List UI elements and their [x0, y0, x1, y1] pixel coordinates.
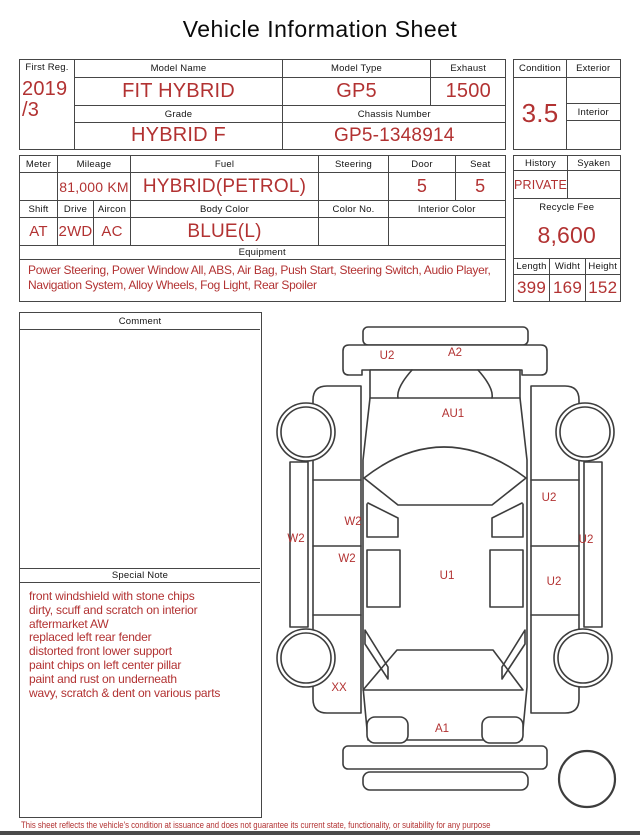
page-edge-bar — [0, 831, 640, 835]
height-label: Height — [586, 259, 620, 275]
color-no-value — [319, 218, 389, 246]
page-title: Vehicle Information Sheet — [182, 16, 458, 42]
model-name-label: Model Name — [75, 60, 283, 78]
interior-color-value — [389, 218, 505, 246]
seat-value: 5 — [456, 173, 505, 201]
seat-label: Seat — [456, 156, 505, 173]
width-value: 169 — [550, 275, 586, 301]
shift-label: Shift — [20, 201, 58, 218]
recycle-fee-cell — [514, 199, 620, 259]
first-reg-cell — [20, 60, 75, 149]
first-reg-year: 2019 — [22, 78, 68, 100]
special-note-line: front windshield with stone chips — [29, 589, 195, 603]
height-value: 152 — [588, 277, 618, 297]
damage-marker-a1: A1 — [434, 723, 450, 735]
equipment-label: Equipment — [20, 246, 505, 260]
length-label: Length — [514, 259, 550, 275]
fuel-value: HYBRID(PETROL) — [131, 173, 319, 201]
damage-marker-w2: W2 — [344, 516, 362, 528]
steering-label: Steering — [319, 156, 389, 173]
damage-marker-u1: U1 — [439, 570, 455, 582]
damage-marker-a2: A2 — [447, 347, 463, 359]
history-value: PRIVATE — [514, 171, 568, 199]
condition-label: Condition — [514, 60, 567, 78]
special-note-line: aftermarket AW — [29, 616, 109, 631]
meter-value — [20, 173, 58, 201]
interior-value — [567, 121, 620, 149]
grade-value: HYBRID F — [75, 123, 283, 149]
special-note-line: paint and rust on underneath — [29, 671, 177, 686]
chassis-number-label: Chassis Number — [283, 106, 506, 123]
mileage-label: Mileage — [58, 156, 131, 173]
damage-marker-au1: AU1 — [441, 408, 465, 420]
body-color-value: BLUE(L) — [131, 218, 319, 246]
equipment-value: Power Steering, Power Window All, ABS, Air Bag, Push Start, Steering Switch, Audio Player, Navigation System, Alloy Wheels, Fog Light, Rear Spoiler — [28, 263, 491, 292]
grade-label: Grade — [75, 106, 283, 123]
shift-value: AT — [20, 218, 58, 246]
recycle-fee-label: Recycle Fee — [539, 202, 595, 213]
spec-table — [19, 155, 506, 302]
comment-value — [20, 330, 260, 566]
model-type-value: GP5 — [283, 78, 431, 106]
syaken-label: Syaken — [568, 156, 620, 171]
special-note-line: wavy, scratch & dent on various parts — [29, 685, 221, 700]
disclaimer-text: This sheet reflects the vehicle's condition at issuance and does not guarantee its current state, functionality, or suitability for any purpose — [21, 820, 491, 831]
door-value: 5 — [389, 173, 456, 201]
damage-marker-w2: W2 — [338, 553, 356, 565]
exhaust-label: Exhaust — [431, 60, 506, 78]
first-reg-month: /3 — [22, 99, 40, 121]
damage-markers — [265, 310, 640, 820]
damage-marker-u2: U2 — [379, 350, 395, 362]
color-no-label: Color No. — [319, 201, 389, 218]
drive-value: 2WD — [58, 218, 94, 246]
damage-marker-w2: W2 — [287, 533, 305, 545]
first-reg-label: First Reg. — [25, 62, 69, 73]
special-note-line: dirty, scuff and scratch on interior — [29, 602, 198, 617]
aircon-label: Aircon — [94, 201, 131, 218]
comment-note-box — [19, 312, 262, 818]
exhaust-value: 1500 — [431, 78, 506, 106]
steering-value — [319, 173, 389, 201]
meter-label: Meter — [20, 156, 58, 173]
fuel-label: Fuel — [131, 156, 319, 173]
special-note-line: replaced left rear fender — [29, 630, 152, 645]
width-label: Widht — [550, 259, 586, 275]
damage-marker-u2: U2 — [541, 492, 557, 504]
length-value: 399 — [514, 275, 550, 301]
body-color-label: Body Color — [131, 201, 319, 218]
mileage-value: 81,000 KM — [58, 173, 131, 201]
chassis-number-value: GP5-1348914 — [333, 124, 455, 146]
damage-marker-u2: U2 — [578, 534, 594, 546]
special-note-lines — [29, 590, 257, 700]
interior-label: Interior — [567, 104, 620, 121]
damage-marker-u2: U2 — [546, 576, 562, 588]
identity-table — [19, 59, 506, 150]
exterior-value — [567, 78, 620, 104]
interior-color-label: Interior Color — [389, 201, 505, 218]
special-note-line: paint chips on left center pillar — [29, 657, 182, 672]
door-label: Door — [389, 156, 456, 173]
condition-value: 3.5 — [514, 78, 567, 149]
model-type-label: Model Type — [283, 60, 431, 78]
aircon-value: AC — [94, 218, 131, 246]
condition-table — [513, 59, 621, 150]
drive-label: Drive — [58, 201, 94, 218]
comment-label: Comment — [20, 313, 260, 330]
recycle-fee-value: 8,600 — [537, 222, 597, 248]
history-fee-table — [513, 155, 621, 302]
exterior-label: Exterior — [567, 60, 620, 78]
special-note-label: Special Note — [20, 568, 260, 583]
damage-marker-xx: XX — [331, 682, 347, 694]
damage-diagram — [265, 310, 640, 820]
model-name-value: FIT HYBRID — [75, 78, 283, 106]
syaken-value — [568, 171, 620, 199]
history-label: History — [514, 156, 568, 171]
special-note-line: distorted front lower support — [29, 644, 172, 659]
